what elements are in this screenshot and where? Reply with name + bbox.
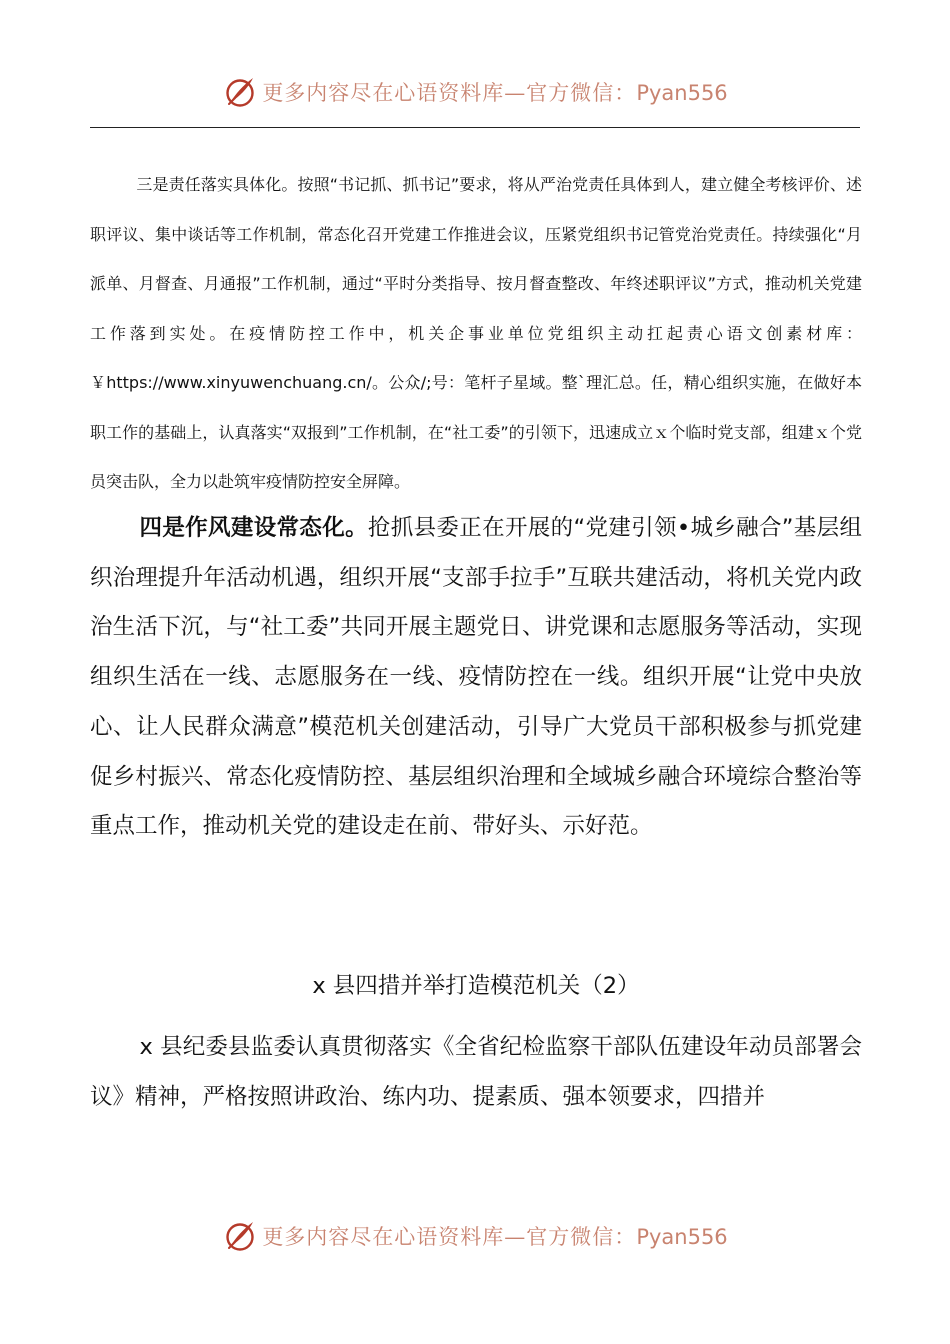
header-banner — [0, 70, 950, 114]
paragraph-work-style — [90, 504, 862, 852]
header-banner-text: 更多内容尽在心语资料库—官方微信：Pyan556 — [262, 81, 728, 105]
paragraph-lead: 四是作风建设常态化。 — [139, 515, 368, 541]
article-heading: x 县四措并举打造模范机关（2） — [312, 973, 640, 999]
quill-logo-icon — [222, 74, 258, 110]
quill-logo-icon — [222, 1218, 258, 1254]
paragraph-responsibility: 三是责任落实具体化。按照“书记抓、抓书记”要求，将从严治党责任具体到人，建立健全考核评价、述职评议、集中谈话等工作机制，常态化召开党建工作推进会议，压紧党组织书记管党治党责任。持续强化“月派单、月督查、月通报”工作机制，通过“平时分类指导、按月督查整改、年终述职评议”方式，推动机关党建工作落到实处。在疫情防控工作中，机关企事业单位党组织主动扛起责心语文创素材库：￥https://www.xinyuwenchuang.cn/。公众/;号：笔杆子星域。整`理汇总。任，精心组织实施，在做好本职工作的基础上，认真落实“双报到”工作机制，在“社工委”的引领下，迅速成立ｘ个临时党支部，组建ｘ个党员突击队，全力以赴筑牢疫情防控安全屏障。 — [90, 175, 862, 491]
paragraph-body: 抢抓县委正在开展的“党建引领•城乡融合”基层组织治理提升年活动机遇，组织开展“支部手拉手”互联共建活动，将机关党内政治生活下沉，与“社工委”共同开展主题党日、讲党课和志愿服务等活动，实现组织生活在一线、志愿服务在一线、疫情防控在一线。组织开展“让党中央放心、让人民群众满意”模范机关创建活动，引导广大党员干部积极参与抓党建促乡村振兴、常态化疫情防控、基层组织治理和全域城乡融合环境综合整治等重点工作，推动机关党的建设走在前、带好头、示好范。 — [90, 515, 862, 840]
footer-banner-text: 更多内容尽在心语资料库—官方微信：Pyan556 — [262, 1225, 728, 1249]
footer-banner — [0, 1214, 950, 1258]
paragraph-article-intro: x 县纪委县监委认真贯彻落实《全省纪检监察干部队伍建设年动员部署会议》精神，严格按照讲政治、练内功、提素质、强本领要求，四措并 — [90, 1034, 862, 1110]
header-divider — [90, 127, 860, 128]
